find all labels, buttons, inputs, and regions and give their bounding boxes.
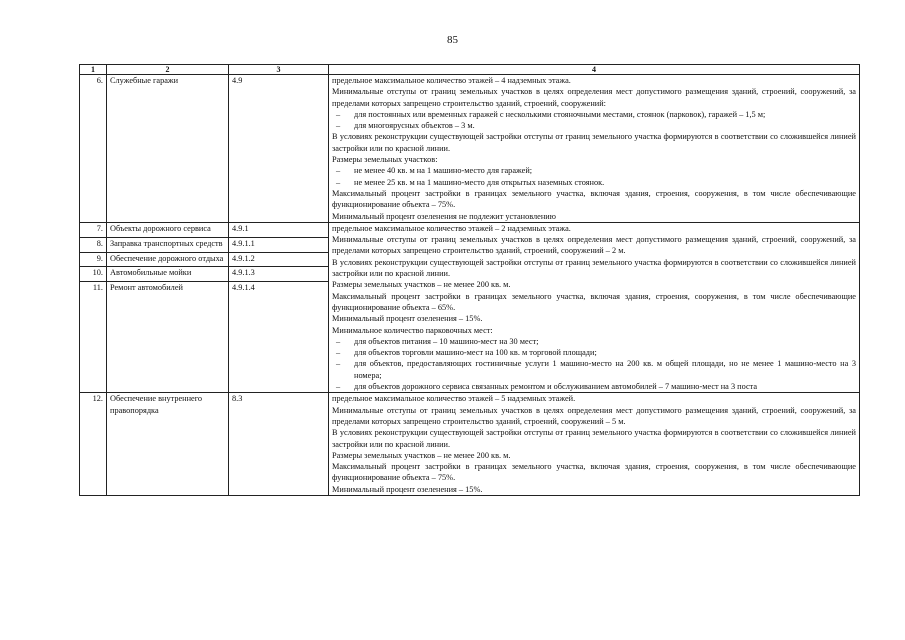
table-row — [80, 393, 860, 496]
use-code: 8.3 — [229, 393, 329, 496]
paragraph: предельное максимальное количество этажей – 2 надземных этажа. — [332, 223, 571, 233]
list-item: – для объектов питания – 10 машино-мест на 30 мест; — [332, 336, 856, 347]
header-col-3: 3 — [229, 65, 329, 75]
dash-bullet: – — [336, 382, 341, 392]
row-number: 6. — [80, 75, 107, 223]
paragraph: Минимальные отступы от границ земельных участков в целях определения мест допустимого размещения зданий, строений, сооружений, за пределами которых запрещено строительство зданий, строений, сооружений – 2 м. — [332, 235, 856, 256]
paragraph: Минимальные отступы от границ земельных участков в целях определения мест допустимого размещения зданий, строений, сооружений, за пределами которых запрещено строительство зданий, строений, сооружений: — [332, 87, 856, 108]
paragraph: предельное максимальное количество этажей – 5 надземных этажей. — [332, 394, 576, 404]
paragraph: Размеры земельных участков – не менее 200 кв. м. — [332, 450, 511, 460]
use-code: 4.9.1 — [229, 222, 329, 237]
paragraph: Максимальный процент застройки в границах земельного участка, включая здания, строения, сооружения, в том числе обеспечивающие функционирование объекта – 65%. — [332, 291, 856, 312]
dash-bullet: – — [336, 177, 341, 187]
list-item: – не менее 40 кв. м на 1 машино-место для гаражей; — [332, 165, 856, 176]
list-item: – для объектов, предоставляющих гостиничные услуги 1 машино-место на 200 кв. м общей площади, но не менее 1 машино-место на 3 номера; — [332, 358, 856, 381]
list-item: – для объектов торговли машино-мест на 100 кв. м торговой площади; — [332, 347, 856, 358]
paragraph: Минимальные отступы от границ земельных участков в целях определения мест допустимого размещения зданий, строений, сооружений, за пределами которых запрещено строительство зданий, строений, сооружений – 5 м. — [332, 405, 856, 426]
dash-bullet: – — [336, 359, 341, 369]
paragraph: В условиях реконструкции существующей застройки отступы от границ земельного участка формируются в соответствии со сложившейся линией застройки или по красной линии. — [332, 257, 856, 279]
use-code: 4.9.1.1 — [229, 237, 329, 252]
row-number: 7. — [80, 222, 107, 237]
regulations-table — [79, 64, 860, 496]
paragraph: Максимальный процент застройки в границах земельного участка, включая здания, строения, сооружения, в том числе обеспечивающие функционирование объекта – 75%. — [332, 188, 856, 210]
paragraph: Минимальный процент озеленения – 15%. — [332, 314, 483, 324]
use-name: Заправка транспортных средств — [107, 237, 229, 252]
parameters-cell — [329, 75, 860, 223]
header-col-4: 4 — [329, 65, 860, 75]
paragraph: предельное максимальное количество этажей – 4 надземных этажа. — [332, 76, 571, 85]
use-name: Обеспечение дорожного отдыха — [107, 252, 229, 267]
dash-bullet: – — [336, 336, 341, 346]
use-name: Ремонт автомобилей — [107, 282, 229, 393]
parameters-cell — [329, 393, 860, 496]
row-number: 10. — [80, 267, 107, 282]
row-number: 9. — [80, 252, 107, 267]
paragraph: В условиях реконструкции существующей застройки отступы от границ земельного участка формируются в соответствии со сложившейся линией застройки или по красной линии. — [332, 428, 856, 449]
list-item: – для многоярусных объектов – 3 м. — [332, 120, 856, 131]
use-code: 4.9 — [229, 75, 329, 223]
paragraph: Минимальный процент озеленения – 15%. — [332, 484, 483, 494]
use-name: Служебные гаражи — [107, 75, 229, 223]
paragraph: В условиях реконструкции существующей застройки отступы от границ земельного участка формируются в соответствии со сложившейся линией застройки или по красной линии. — [332, 132, 856, 153]
header-row — [80, 65, 860, 75]
row-number: 12. — [80, 393, 107, 496]
use-name: Автомобильные мойки — [107, 267, 229, 282]
parameters-cell — [329, 222, 860, 392]
use-name: Объекты дорожного сервиса — [107, 222, 229, 237]
row-number: 8. — [80, 237, 107, 252]
use-code: 4.9.1.4 — [229, 282, 329, 393]
table-row — [80, 75, 860, 223]
use-code: 4.9.1.3 — [229, 267, 329, 282]
use-name: Обеспечение внутреннего правопорядка — [107, 393, 229, 496]
list-item: – для постоянных или временных гаражей с несколькими стояночными местами, стоянок (парковок), гаражей – 1,5 м; — [332, 109, 856, 120]
list-item: – не менее 25 кв. м на 1 машино-место для открытых наземных стоянок. — [332, 177, 856, 188]
header-col-2: 2 — [107, 65, 229, 75]
list-item: – для объектов дорожного сервиса связанных ремонтом и обслуживанием автомобилей – 7 машино-мест на 3 поста — [332, 381, 856, 392]
row-number: 11. — [80, 282, 107, 393]
dash-bullet: – — [336, 121, 341, 131]
header-col-1: 1 — [80, 65, 107, 75]
dash-bullet: – — [336, 348, 341, 358]
page-number: 85 — [447, 34, 458, 46]
paragraph: Минимальный процент озеленения не подлежит установлению — [332, 211, 556, 221]
paragraph: Максимальный процент застройки в границах земельного участка, включая здания, строения, сооружения, в том числе обеспечивающие функционирование объекта – 75%. — [332, 462, 856, 483]
paragraph: Размеры земельных участков: — [332, 155, 438, 165]
table-row — [80, 222, 860, 237]
use-code: 4.9.1.2 — [229, 252, 329, 267]
paragraph: Размеры земельных участков – не менее 200 кв. м. — [332, 280, 511, 290]
dash-bullet: – — [336, 109, 341, 119]
paragraph: Минимальное количество парковочных мест: — [332, 325, 493, 335]
dash-bullet: – — [336, 166, 341, 176]
